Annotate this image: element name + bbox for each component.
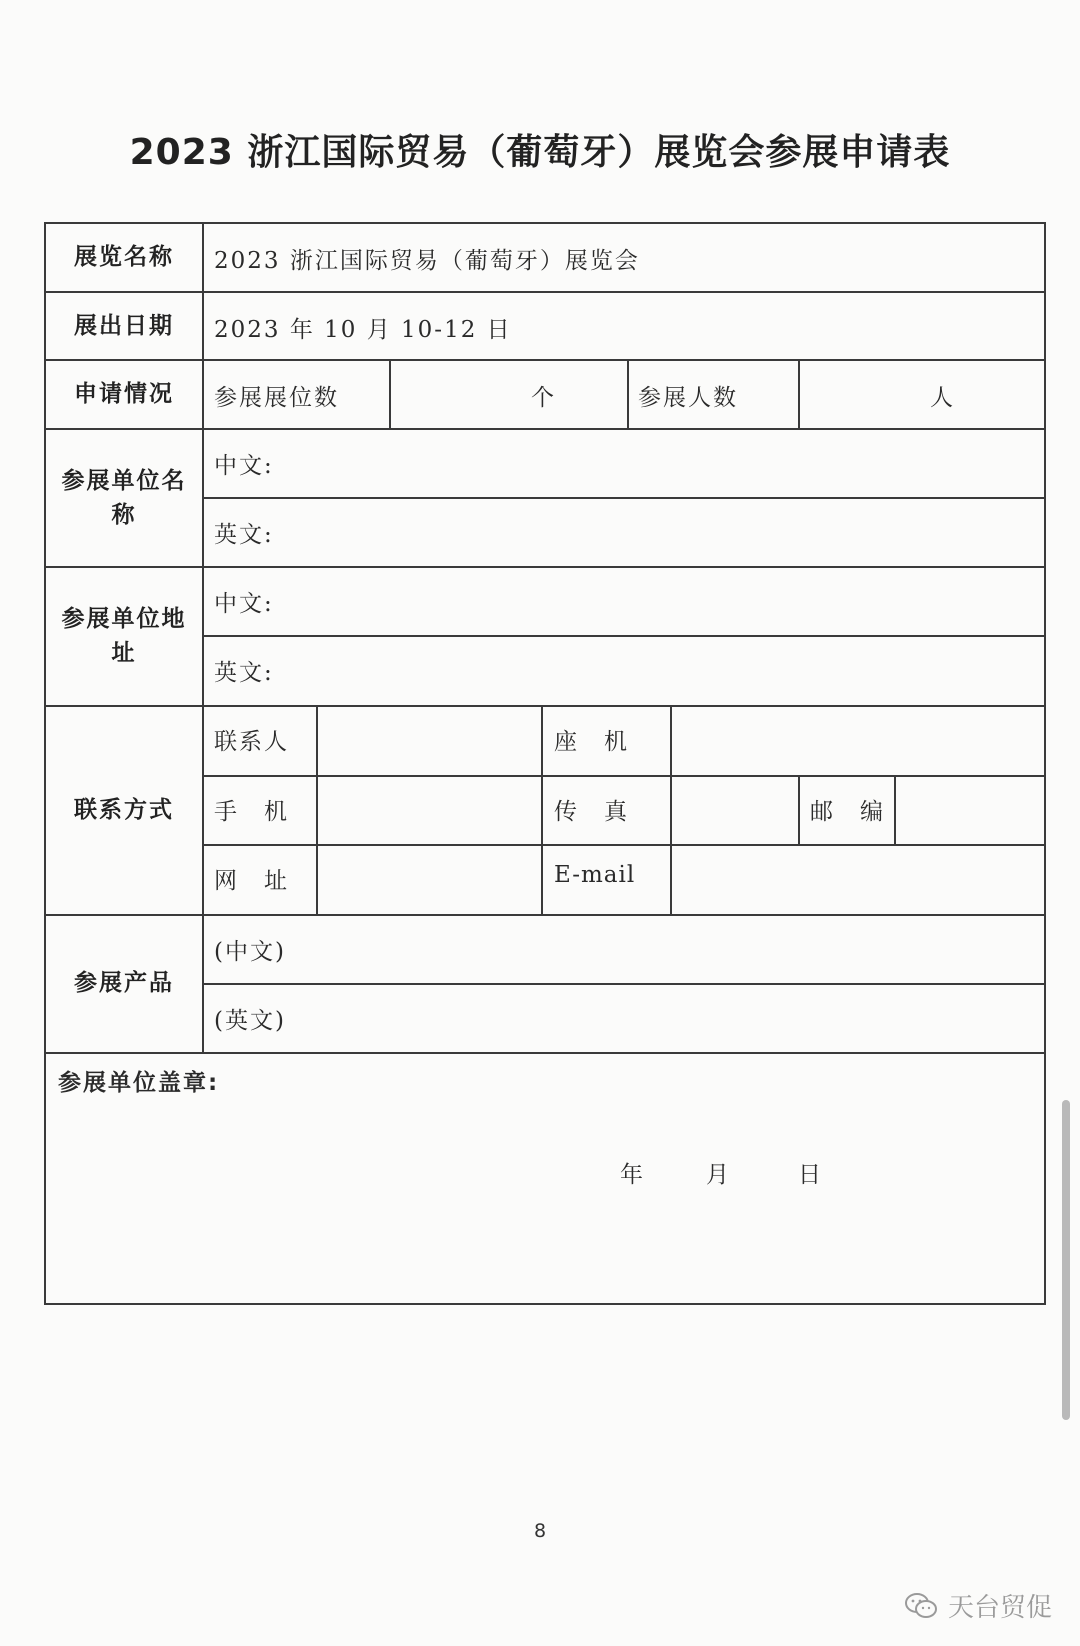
page-number: 8 bbox=[533, 1520, 547, 1542]
landline-label: 座 机 bbox=[554, 729, 629, 755]
seal-day: 日 bbox=[798, 1162, 823, 1188]
watermark-text: 天台贸促 bbox=[947, 1593, 1052, 1623]
people-unit: 人 bbox=[930, 385, 955, 411]
exhibition-date-label: 展出日期 bbox=[74, 313, 174, 339]
fax-label: 传 真 bbox=[554, 799, 629, 825]
people-label: 参展人数 bbox=[638, 385, 738, 411]
company-address-label-line1: 参展单位地 bbox=[61, 606, 187, 632]
company-name-label-line1: 参展单位名 bbox=[61, 468, 187, 494]
seal-month: 月 bbox=[706, 1162, 731, 1188]
postcode-label: 邮 编 bbox=[810, 799, 885, 825]
website-label: 网 址 bbox=[214, 868, 289, 894]
contact-person-field[interactable] bbox=[318, 707, 541, 775]
website-field[interactable] bbox=[318, 846, 541, 914]
booths-field[interactable] bbox=[391, 361, 627, 428]
products-en-field[interactable] bbox=[286, 985, 1044, 1052]
mobile-label: 手 机 bbox=[214, 799, 289, 825]
booths-label: 参展展位数 bbox=[214, 385, 339, 411]
exhibition-name-label: 展览名称 bbox=[74, 244, 174, 270]
products-en-label: (英文) bbox=[214, 1008, 286, 1034]
people-field[interactable] bbox=[800, 361, 1044, 428]
application-label: 申请情况 bbox=[74, 381, 174, 407]
company-address-en-label: 英文: bbox=[214, 660, 274, 686]
fax-field[interactable] bbox=[672, 777, 798, 844]
company-address-label-line2: 址 bbox=[111, 640, 137, 666]
postcode-field[interactable] bbox=[896, 777, 1044, 844]
company-name-cn-label: 中文: bbox=[214, 453, 274, 479]
company-name-cn-field[interactable] bbox=[276, 430, 1044, 497]
company-name-en-field[interactable] bbox=[276, 499, 1044, 566]
company-name-label-line2: 称 bbox=[111, 502, 137, 528]
landline-field[interactable] bbox=[672, 707, 1044, 775]
products-label: 参展产品 bbox=[74, 970, 174, 996]
wechat-icon bbox=[904, 1591, 938, 1621]
email-label: E-mail bbox=[554, 862, 636, 888]
watermark bbox=[904, 1587, 1052, 1624]
company-address-en-field[interactable] bbox=[276, 637, 1044, 705]
booths-unit: 个 bbox=[531, 385, 556, 411]
exhibition-date-value: 2023 年 10 月 10-12 日 bbox=[214, 317, 512, 343]
application-form bbox=[44, 222, 1046, 1305]
contact-person-label: 联系人 bbox=[214, 729, 289, 755]
company-address-label bbox=[46, 602, 202, 670]
seal-year: 年 bbox=[620, 1162, 645, 1188]
company-address-cn-label: 中文: bbox=[214, 591, 274, 617]
seal-area[interactable] bbox=[46, 1054, 1044, 1303]
products-cn-label: (中文) bbox=[214, 939, 286, 965]
email-field[interactable] bbox=[672, 846, 1044, 914]
page-title: 2023 浙江国际贸易（葡萄牙）展览会参展申请表 bbox=[129, 132, 951, 173]
contact-label: 联系方式 bbox=[74, 797, 174, 823]
exhibition-name-value: 2023 浙江国际贸易（葡萄牙）展览会 bbox=[214, 248, 640, 274]
mobile-field[interactable] bbox=[318, 777, 541, 844]
company-name-label bbox=[46, 464, 202, 532]
products-cn-field[interactable] bbox=[286, 916, 1044, 983]
company-address-cn-field[interactable] bbox=[276, 568, 1044, 635]
company-name-en-label: 英文: bbox=[214, 522, 274, 548]
seal-label: 参展单位盖章: bbox=[58, 1070, 220, 1096]
scrollbar[interactable] bbox=[1062, 1100, 1070, 1420]
